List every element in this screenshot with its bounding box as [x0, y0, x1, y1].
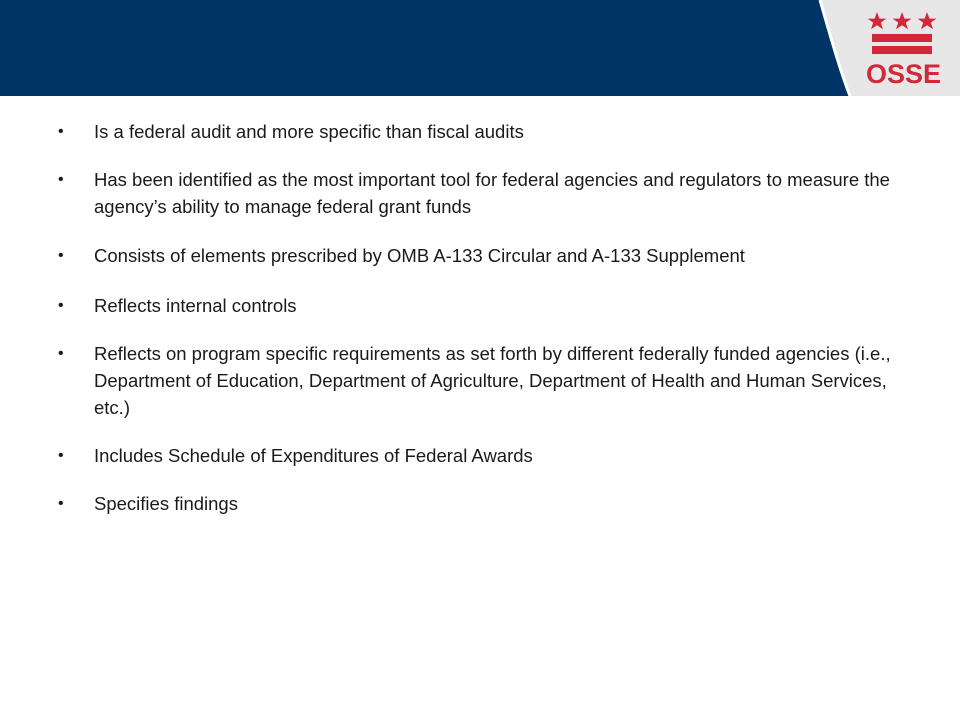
bullet-marker: • — [58, 297, 64, 314]
bullet-text: Consists of elements prescribed by OMB A-133 Circular and A-133 Supplement — [94, 245, 745, 266]
list-item — [58, 292, 918, 319]
bullet-marker: • — [58, 495, 64, 512]
star-icon — [868, 12, 937, 29]
list-item — [58, 340, 918, 421]
bullet-marker: • — [58, 447, 64, 464]
logo-text: OSSE — [866, 59, 942, 89]
logo-bar-top — [872, 34, 932, 42]
bullet-marker: • — [58, 345, 64, 362]
bullet-text: Is a federal audit and more specific than fiscal audits — [94, 121, 524, 142]
bullet-marker: • — [58, 123, 64, 140]
bullet-marker: • — [58, 171, 64, 188]
list-item — [58, 166, 918, 220]
bullet-text: Specifies findings — [94, 493, 238, 514]
osse-logo — [866, 10, 938, 60]
list-item — [58, 242, 918, 269]
list-item — [58, 118, 918, 145]
header-band — [0, 0, 960, 100]
list-item — [58, 442, 918, 469]
bullet-text: Includes Schedule of Expenditures of Federal Awards — [94, 445, 533, 466]
bullet-text: Reflects internal controls — [94, 295, 297, 316]
bullet-text: Has been identified as the most important tool for federal agencies and regulators to measure the agency’s ability to manage federal grant funds — [94, 169, 890, 217]
bullet-marker: • — [58, 247, 64, 264]
logo-bar-bottom — [872, 46, 932, 54]
list-item — [58, 490, 918, 517]
bullet-text: Reflects on program specific requirements as set forth by different federally funded agencies (i.e., Department of Education, Department of Agriculture, Department of Health and Human Services, etc.) — [94, 343, 891, 418]
bullet-list — [58, 118, 918, 517]
